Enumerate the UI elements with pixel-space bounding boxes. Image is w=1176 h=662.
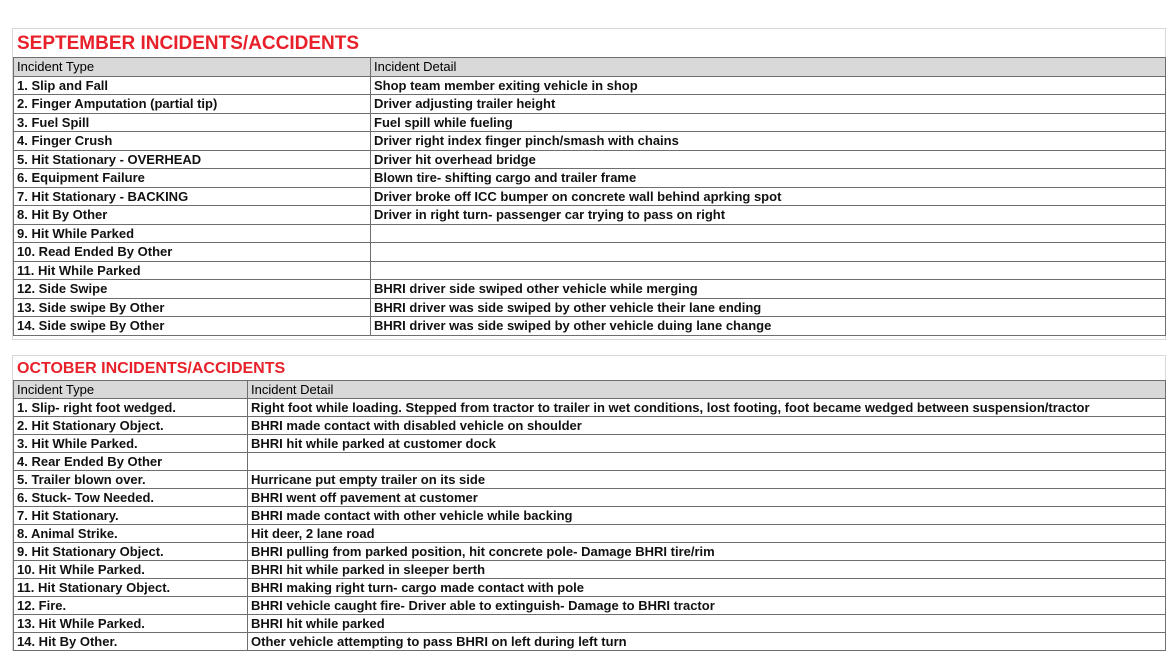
incident-type-cell: 11. Hit Stationary Object. xyxy=(14,579,248,597)
september-section xyxy=(12,28,1166,340)
incident-type-cell: 11. Hit While Parked xyxy=(14,261,371,280)
incident-detail-cell: Hurricane put empty trailer on its side xyxy=(248,471,1166,489)
incident-type-cell: 7. Hit Stationary. xyxy=(14,507,248,525)
incident-type-cell: 14. Side swipe By Other xyxy=(14,317,371,336)
incident-type-cell: 4. Rear Ended By Other xyxy=(14,453,248,471)
incident-type-cell: 6. Equipment Failure xyxy=(14,169,371,188)
table-row xyxy=(14,435,1166,453)
incident-type-cell: 13. Side swipe By Other xyxy=(14,298,371,317)
header-incident-type: Incident Type xyxy=(14,381,248,399)
incident-detail-cell: BHRI driver side swiped other vehicle while merging xyxy=(371,280,1166,299)
incident-detail-cell: Driver adjusting trailer height xyxy=(371,95,1166,114)
header-incident-type: Incident Type xyxy=(14,58,371,77)
incident-type-cell: 7. Hit Stationary - BACKING xyxy=(14,187,371,206)
incident-type-cell: 10. Hit While Parked. xyxy=(14,561,248,579)
incident-detail-cell: BHRI hit while parked at customer dock xyxy=(248,435,1166,453)
incident-type-cell: 1. Slip and Fall xyxy=(14,76,371,95)
incident-detail-cell: BHRI driver was side swiped by other vehicle their lane ending xyxy=(371,298,1166,317)
table-row xyxy=(14,543,1166,561)
table-row xyxy=(14,113,1166,132)
incident-detail-cell: BHRI went off pavement at customer xyxy=(248,489,1166,507)
incident-type-cell: 2. Hit Stationary Object. xyxy=(14,417,248,435)
table-row xyxy=(14,76,1166,95)
table-header-row xyxy=(14,381,1166,399)
september-title: SEPTEMBER INCIDENTS/ACCIDENTS xyxy=(17,33,360,54)
incident-detail-cell: Driver in right turn- passenger car trying to pass on right xyxy=(371,206,1166,225)
table-row xyxy=(14,243,1166,262)
table-row xyxy=(14,132,1166,151)
incident-detail-cell xyxy=(371,224,1166,243)
incident-detail-cell: BHRI hit while parked xyxy=(248,615,1166,633)
incident-detail-cell: Other vehicle attempting to pass BHRI on left during left turn xyxy=(248,633,1166,651)
incident-type-cell: 2. Finger Amputation (partial tip) xyxy=(14,95,371,114)
header-incident-detail: Incident Detail xyxy=(371,58,1166,77)
incident-type-cell: 5. Hit Stationary - OVERHEAD xyxy=(14,150,371,169)
table-row xyxy=(14,471,1166,489)
table-row xyxy=(14,489,1166,507)
incident-type-cell: 12. Side Swipe xyxy=(14,280,371,299)
incident-type-cell: 3. Hit While Parked. xyxy=(14,435,248,453)
table-row xyxy=(14,187,1166,206)
table-row xyxy=(14,206,1166,225)
incident-detail-cell xyxy=(371,243,1166,262)
table-row xyxy=(14,95,1166,114)
incident-detail-cell: BHRI made contact with disabled vehicle on shoulder xyxy=(248,417,1166,435)
incident-detail-cell: Driver right index finger pinch/smash with chains xyxy=(371,132,1166,151)
incident-detail-cell: BHRI hit while parked in sleeper berth xyxy=(248,561,1166,579)
table-row xyxy=(14,317,1166,336)
incident-detail-cell: Shop team member exiting vehicle in shop xyxy=(371,76,1166,95)
table-row xyxy=(14,525,1166,543)
table-row xyxy=(14,150,1166,169)
incident-detail-cell: Hit deer, 2 lane road xyxy=(248,525,1166,543)
incident-detail-cell: BHRI making right turn- cargo made contact with pole xyxy=(248,579,1166,597)
table-row xyxy=(14,261,1166,280)
october-title: OCTOBER INCIDENTS/ACCIDENTS xyxy=(17,360,286,377)
incident-detail-cell xyxy=(371,261,1166,280)
header-incident-detail: Incident Detail xyxy=(248,381,1166,399)
incident-detail-cell: Right foot while loading. Stepped from tractor to trailer in wet conditions, lost footing, foot became wedged between suspension/tractor xyxy=(248,399,1166,417)
table-row xyxy=(14,399,1166,417)
table-row xyxy=(14,615,1166,633)
incident-type-cell: 12. Fire. xyxy=(14,597,248,615)
incident-detail-cell: BHRI made contact with other vehicle while backing xyxy=(248,507,1166,525)
table-row xyxy=(14,507,1166,525)
incident-type-cell: 13. Hit While Parked. xyxy=(14,615,248,633)
incident-type-cell: 3. Fuel Spill xyxy=(14,113,371,132)
incident-type-cell: 14. Hit By Other. xyxy=(14,633,248,651)
table-header-row xyxy=(14,58,1166,77)
table-row xyxy=(14,280,1166,299)
incident-detail-cell: Driver hit overhead bridge xyxy=(371,150,1166,169)
incident-detail-cell: BHRI driver was side swiped by other vehicle duing lane change xyxy=(371,317,1166,336)
september-table xyxy=(13,57,1166,336)
incident-type-cell: 6. Stuck- Tow Needed. xyxy=(14,489,248,507)
table-row xyxy=(14,453,1166,471)
table-row xyxy=(14,224,1166,243)
incident-detail-cell: Fuel spill while fueling xyxy=(371,113,1166,132)
table-row xyxy=(14,169,1166,188)
incident-type-cell: 8. Animal Strike. xyxy=(14,525,248,543)
table-row xyxy=(14,298,1166,317)
incident-type-cell: 8. Hit By Other xyxy=(14,206,371,225)
october-section xyxy=(12,355,1166,651)
incident-detail-cell: Driver broke off ICC bumper on concrete wall behind aprking spot xyxy=(371,187,1166,206)
incident-type-cell: 10. Read Ended By Other xyxy=(14,243,371,262)
table-row xyxy=(14,417,1166,435)
incident-type-cell: 1. Slip- right foot wedged. xyxy=(14,399,248,417)
incident-detail-cell: Blown tire- shifting cargo and trailer frame xyxy=(371,169,1166,188)
incident-type-cell: 4. Finger Crush xyxy=(14,132,371,151)
incident-type-cell: 5. Trailer blown over. xyxy=(14,471,248,489)
october-table xyxy=(13,380,1166,651)
table-row xyxy=(14,633,1166,651)
incident-type-cell: 9. Hit While Parked xyxy=(14,224,371,243)
table-row xyxy=(14,579,1166,597)
incident-detail-cell xyxy=(248,453,1166,471)
incident-detail-cell: BHRI pulling from parked position, hit concrete pole- Damage BHRI tire/rim xyxy=(248,543,1166,561)
incident-detail-cell: BHRI vehicle caught fire- Driver able to extinguish- Damage to BHRI tractor xyxy=(248,597,1166,615)
table-row xyxy=(14,597,1166,615)
table-row xyxy=(14,561,1166,579)
incident-type-cell: 9. Hit Stationary Object. xyxy=(14,543,248,561)
